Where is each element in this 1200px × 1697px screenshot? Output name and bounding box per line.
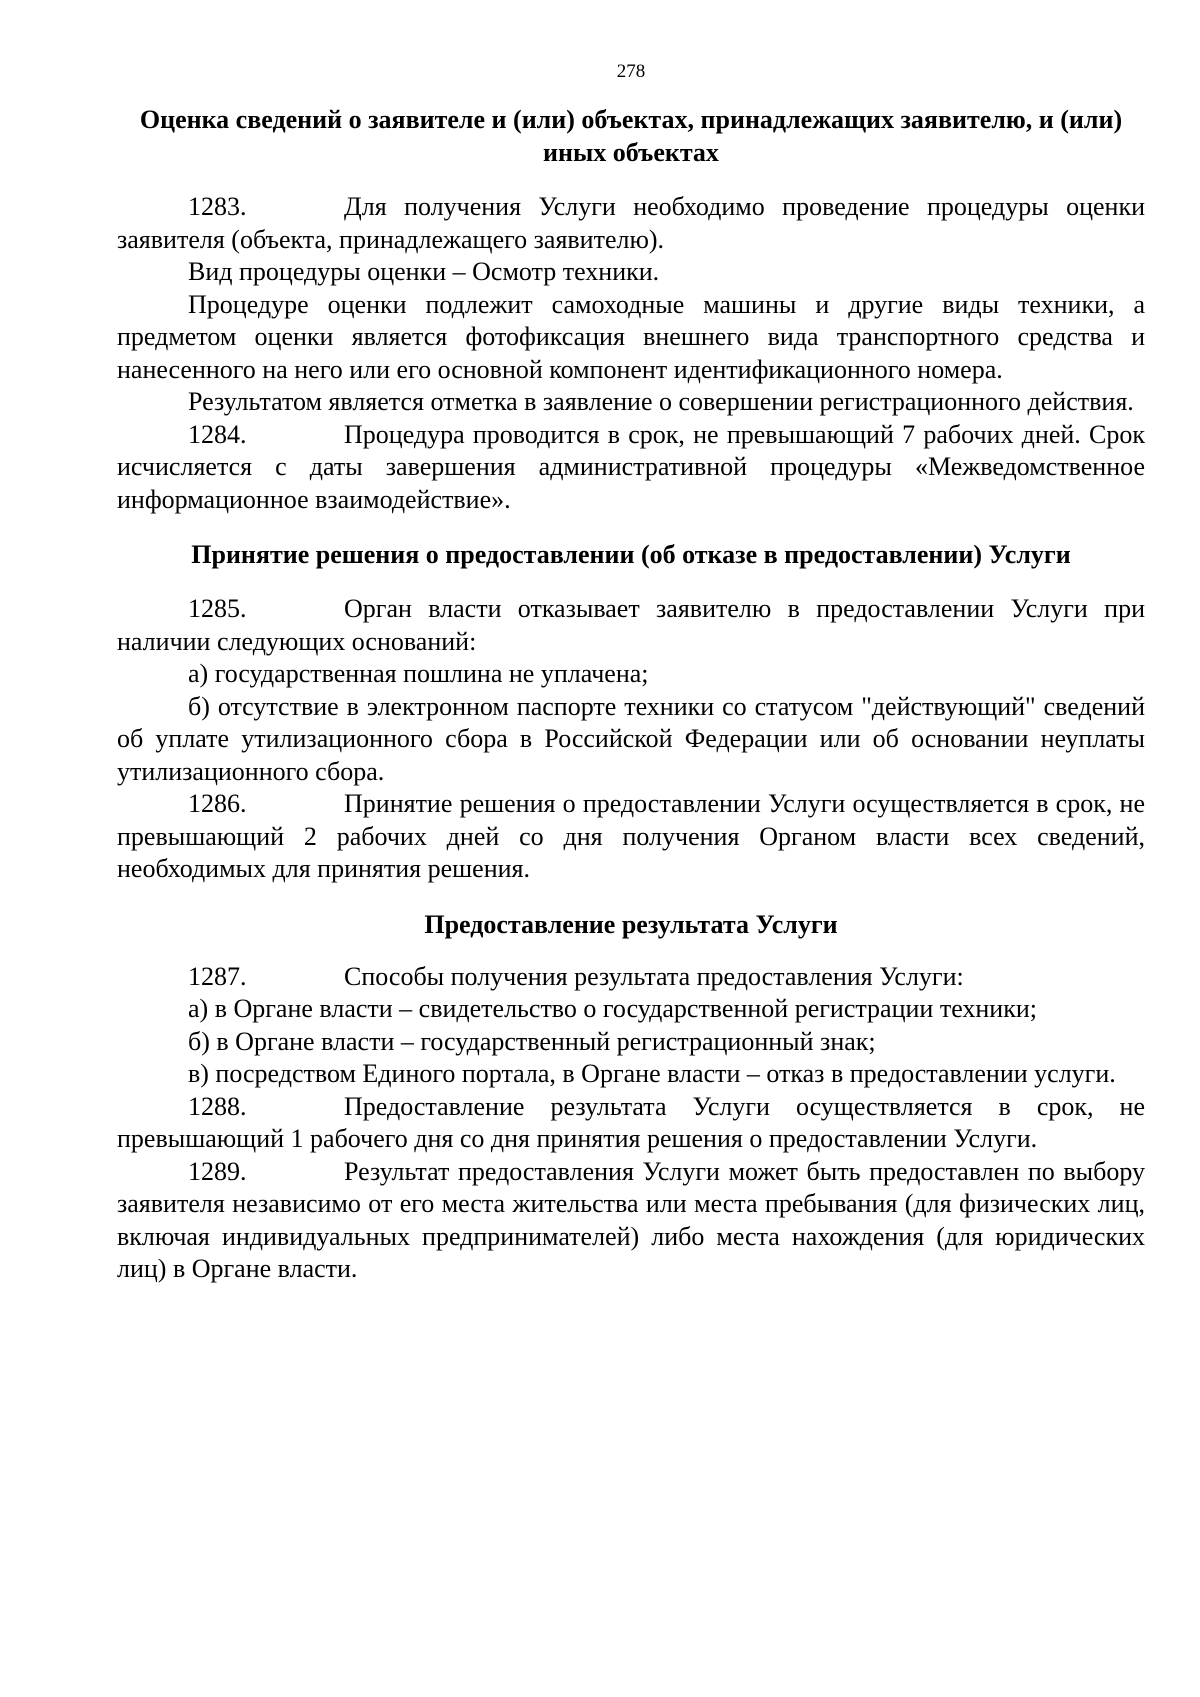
section-heading: Предоставление результата Услуги [424,909,838,939]
paragraph-number: 1283. [188,192,247,221]
paragraph-number: 1289. [188,1156,247,1186]
paragraph-number: 1287. [188,961,247,991]
paragraph [117,1156,1145,1286]
paragraph-number: 1286. [188,789,247,818]
section-heading: Оценка сведений о заявителе и (или) объектах, принадлежащих заявителю, и (или) иных объектах [139,105,1123,167]
paragraph-text: в) посредством Единого портала, в Органе власти – отказ в предоставлении услуги. [188,1059,1116,1088]
section-decision [117,538,1145,886]
section-result [117,908,1145,1286]
paragraph-text: б) отсутствие в электронном паспорте техники со статусом "действующий" сведений об уплате утилизационного сбора в Российской Федерации или об основании неуплаты утилизационного сбора. [117,691,1145,786]
section-assessment [117,103,1145,516]
section-heading: Принятие решения о предоставлении (об отказе в предоставлении) Услуги [191,540,1071,569]
paragraph [117,658,1145,691]
paragraph-text: Результатом является отметка в заявление о совершении регистрационного действия. [188,387,1134,416]
paragraph [117,593,1145,658]
paragraph [117,788,1145,886]
paragraph-number: 1284. [188,419,247,449]
paragraph-text: Процедуре оценки подлежит самоходные машины и другие виды техники, а предметом оценки является фотофиксация внешнего вида транспортного средства и нанесенного на него или его основной компонент идентификационного номера. [117,289,1145,384]
paragraph-text: б) в Органе власти – государственный регистрационный знак; [188,1026,876,1056]
paragraph [117,961,1145,994]
paragraph-text: Способы получения результата предоставления Услуги: [344,961,964,991]
paragraph-text: Принятие решения о предоставлении Услуги осуществляется в срок, не превышающий 2 рабочих дней со дня получения Органом власти всех сведений, необходимых для принятия решения. [117,789,1145,883]
document-page [117,60,1145,1286]
paragraph-number: 1288. [188,1091,247,1121]
paragraph [117,256,1145,289]
paragraph [117,1058,1145,1091]
paragraph-text: а) в Органе власти – свидетельство о государственной регистрации техники; [188,994,1037,1023]
paragraph-text: Результат предоставления Услуги может быть предоставлен по выбору заявителя независимо от его места жительства или места пребывания (для физических лиц, включая индивидуальных предпринимателей) либо места нахождения (для юридических лиц) в Органе власти. [117,1156,1145,1283]
paragraph-text: Предоставление результата Услуги осуществляется в срок, не превышающий 1 рабочего дня со дня принятия решения о предоставлении Услуги. [117,1091,1145,1153]
paragraph-text: Процедура проводится в срок, не превышающий 7 рабочих дней. Срок исчисляется с даты завершения административной процедуры «Межведомственное информационное взаимодействие». [117,419,1145,514]
paragraph-text: а) государственная пошлина не уплачена; [188,659,649,688]
paragraph [117,1091,1145,1156]
paragraph [117,386,1145,419]
paragraph [117,419,1145,517]
paragraph-number: 1285. [188,594,247,623]
paragraph [117,1026,1145,1059]
paragraph [117,993,1145,1026]
page-number: 278 [616,61,646,82]
paragraph [117,691,1145,789]
paragraph [117,289,1145,387]
paragraph [117,191,1145,256]
paragraph-text: Для получения Услуги необходимо проведение процедуры оценки заявителя (объекта, принадлежащего заявителю). [117,192,1145,254]
paragraph-text: Орган власти отказывает заявителю в предоставлении Услуги при наличии следующих оснований: [117,594,1145,656]
paragraph-text: Вид процедуры оценки – Осмотр техники. [188,257,660,286]
